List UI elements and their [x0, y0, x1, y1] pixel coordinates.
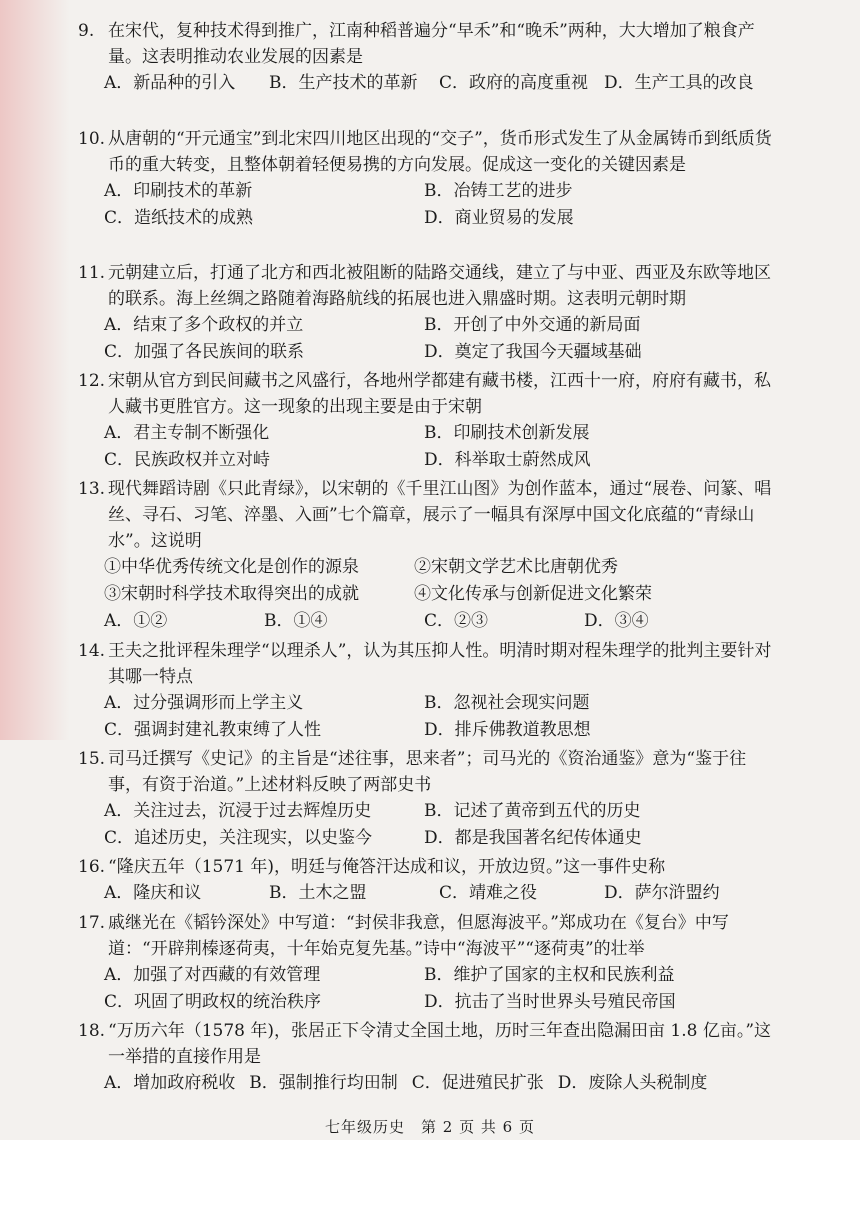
question-number: 14.: [78, 641, 106, 661]
options: [0, 420, 860, 474]
option-b: B．生产技术的革新: [269, 73, 418, 93]
option-d: D．排斥佛教道教思想: [424, 720, 591, 740]
question-stem: 王夫之批评程朱理学“以理杀人”，认为其压抑人性。明清时期对程朱理学的批判主要针对其哪一特点: [108, 641, 772, 687]
option-a: A．新品种的引入: [104, 73, 236, 93]
option-b: B．忽视社会现实问题: [424, 693, 590, 713]
option-a: A．加强了对西藏的有效管理: [104, 965, 321, 985]
question-stem: 在宋代，复种技术得到推广，江南种稻普遍分“早禾”和“晚禾”两种，大大增加了粮食产量。这表明推动农业发展的因素是: [108, 21, 755, 67]
question-number: 10.: [78, 129, 106, 149]
option-b: B．印刷技术创新发展: [424, 423, 590, 443]
option-a: A．①②: [104, 611, 168, 631]
option-b: B．土木之盟: [269, 883, 367, 903]
question-16: [0, 854, 860, 910]
option-a: A．君主专制不断强化: [104, 423, 270, 443]
option-d: D．抗击了当时世界头号殖民帝国: [424, 992, 676, 1012]
question-number: 13.: [78, 479, 106, 499]
question-stem: 司马迁撰写《史记》的主旨是“述往事，思来者”；司马光的《资治通鉴》意为“鉴于往事，有资于治道。”上述材料反映了两部史书: [108, 749, 747, 795]
option-c: C．强调封建礼教束缚了人性: [104, 720, 322, 740]
option-b: B．①④: [264, 611, 328, 631]
question-number: 18.: [78, 1021, 106, 1041]
option-c: C．加强了各民族间的联系: [104, 342, 305, 362]
option-d: D．③④: [584, 611, 649, 631]
statement-4: ④文化传承与创新促进文化繁荣: [414, 584, 652, 604]
options: [0, 962, 860, 1016]
option-c: C．②③: [424, 611, 489, 631]
question-11: [0, 260, 860, 368]
question-stem: “万历六年（1578 年)，张居正下令清丈全国土地，历时三年查出隐漏田亩 1.8 亿亩。”这一举措的直接作用是: [108, 1021, 772, 1067]
option-c: C．造纸技术的成熟: [104, 208, 254, 228]
question-number: 15.: [78, 749, 106, 769]
option-b: B．维护了国家的主权和民族利益: [424, 965, 675, 985]
question-number: 17.: [78, 913, 106, 933]
question-list: [0, 18, 860, 1102]
options: [0, 608, 860, 635]
option-a: A．结束了多个政权的并立: [104, 315, 304, 335]
option-b: B．开创了中外交通的新局面: [424, 315, 641, 335]
option-c: C．靖难之役: [439, 883, 538, 903]
option-d: D．科举取士蔚然成风: [424, 450, 591, 470]
option-a: A．增加政府税收: [104, 1073, 236, 1093]
statement-1: ①中华优秀传统文化是创作的源泉: [104, 557, 359, 577]
option-a: A．过分强调形而上学主义: [104, 693, 304, 713]
question-9: [0, 18, 860, 126]
option-b: B．记述了黄帝到五代的历史: [424, 801, 641, 821]
question-10: [0, 126, 860, 260]
question-12: [0, 368, 860, 476]
option-d: D．生产工具的改良: [604, 73, 754, 93]
options: [0, 798, 860, 852]
options: [0, 178, 860, 232]
option-a: A．关注过去，沉浸于过去辉煌历史: [104, 801, 372, 821]
option-c: C．巩固了明政权的统治秩序: [104, 992, 322, 1012]
question-number: 11.: [78, 263, 106, 283]
question-number: 12.: [78, 371, 106, 391]
option-d: D．商业贸易的发展: [424, 208, 574, 228]
question-stem: 宋朝从官方到民间藏书之风盛行，各地州学都建有藏书楼，江西十一府，府府有藏书，私人藏书更胜官方。这一现象的出现主要是由于宋朝: [108, 371, 771, 417]
question-18: [0, 1018, 860, 1102]
question-number: 9.: [78, 21, 95, 41]
question-stem: 从唐朝的“开元通宝”到北宋四川地区出现的“交子”，货币形式发生了从金属铸币到纸质货币的重大转变，且整体朝着轻便易携的方向发展。促成这一变化的关键因素是: [108, 129, 772, 175]
statements: [0, 554, 860, 608]
options: [0, 70, 860, 97]
statement-3: ③宋朝时科学技术取得突出的成就: [104, 584, 359, 604]
options: [0, 880, 860, 907]
option-c: C．促进殖民扩张: [411, 1073, 544, 1093]
option-c: C．政府的高度重视: [439, 73, 589, 93]
option-a: A．隆庆和议: [104, 883, 202, 903]
question-stem: 现代舞蹈诗剧《只此青绿》，以宋朝的《千里江山图》为创作蓝本，通过“展卷、问篆、唱丝、寻石、习笔、淬墨、入画”七个篇章，展示了一幅具有深厚中国文化底蕴的“青绿山水”。这说明: [108, 479, 772, 551]
question-stem: 戚继光在《韬钤深处》中写道：“封侯非我意，但愿海波平。”郑成功在《复台》中写道：“开辟荆榛逐荷夷，十年始克复先基。”诗中“海波平”“逐荷夷”的壮举: [108, 913, 729, 959]
option-c: C．民族政权并立对峙: [104, 450, 271, 470]
option-d: D．萨尔浒盟约: [604, 883, 720, 903]
option-d: D．奠定了我国今天疆域基础: [424, 342, 642, 362]
question-15: [0, 746, 860, 854]
options: [0, 312, 860, 366]
question-13: [0, 476, 860, 638]
question-17: [0, 910, 860, 1018]
question-14: [0, 638, 860, 746]
question-number: 16.: [78, 857, 106, 877]
option-a: A．印刷技术的革新: [104, 181, 253, 201]
page-footer: 七年级历史 第 2 页 共 6 页: [325, 1118, 535, 1136]
option-c: C．追述历史，关注现实，以史鉴今: [104, 828, 373, 848]
question-stem: “隆庆五年（1571 年)，明廷与俺答汗达成和议，开放边贸。”这一事件史称: [108, 857, 666, 877]
option-b: B．冶铸工艺的进步: [424, 181, 573, 201]
option-d: D．都是我国著名纪传体通史: [424, 828, 642, 848]
options: [0, 1070, 860, 1097]
option-b: B．强制推行均田制: [249, 1073, 398, 1093]
statement-2: ②宋朝文学艺术比唐朝优秀: [414, 557, 618, 577]
question-stem: 元朝建立后，打通了北方和西北被阻断的陆路交通线，建立了与中亚、西亚及东欧等地区的联系。海上丝绸之路随着海路航线的拓展也进入鼎盛时期。这表明元朝时期: [108, 263, 771, 309]
options: [0, 690, 860, 744]
option-d: D．废除人头税制度: [557, 1073, 708, 1093]
